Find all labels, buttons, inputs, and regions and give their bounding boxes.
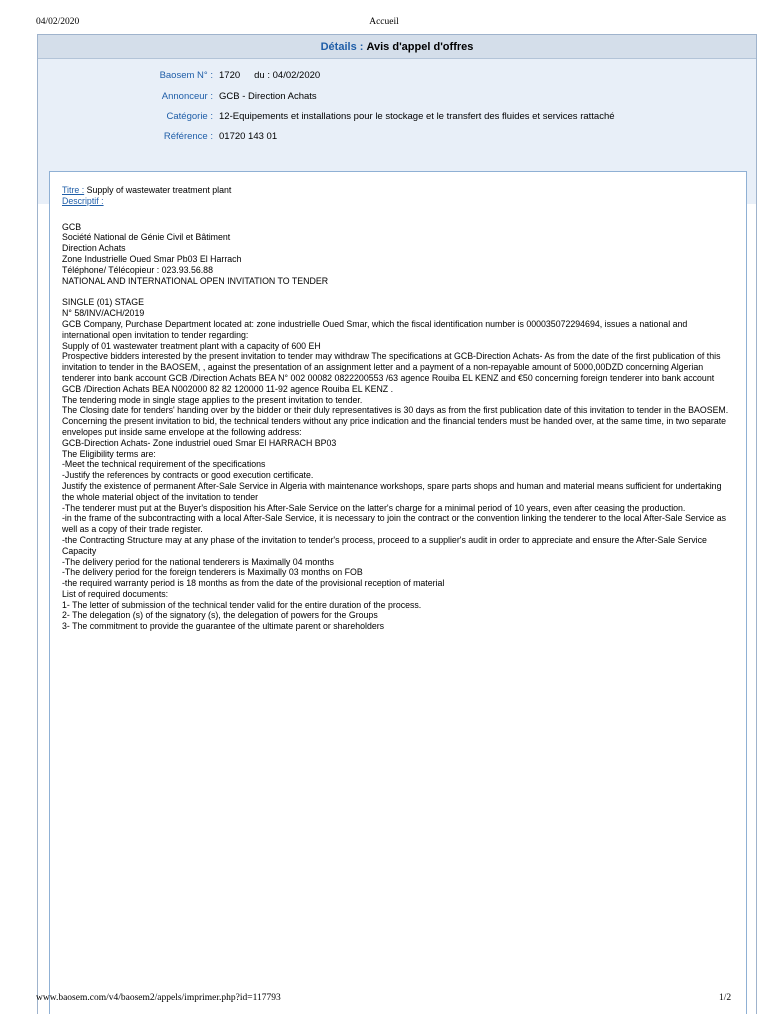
categorie-label: Catégorie : — [166, 111, 213, 122]
paragraph: GCB Company, Purchase Department located at: zone industrielle Oued Smar, which the fiscal identification number is 000035072294694, issues a national and international open invitation to tender regarding: — [62, 318, 688, 340]
print-url: www.baosem.com/v4/baosem2/appels/imprimer.php?id=117793 — [36, 993, 281, 1003]
meta-row-baosem — [38, 70, 757, 84]
paragraph: -the required warranty period is 18 months as from the date of the provisional reception of material — [62, 578, 445, 589]
tender-heading: NATIONAL AND INTERNATIONAL OPEN INVITATION TO TENDER — [62, 275, 329, 286]
card-header-label: Détails : — [320, 41, 364, 53]
descriptif-label: Descriptif : — [62, 195, 104, 206]
baosem-label: Baosem N° : — [159, 70, 213, 81]
stage-line: SINGLE (01) STAGE — [62, 297, 144, 308]
meta-row-categorie — [38, 111, 757, 125]
titre-value: Supply of wastewater treatment plant — [86, 185, 232, 195]
paragraph: -in the frame of the subcontracting with a local After-Sale Service, it is necessary to join the contract or the convention linking the tenderer to the local After-Sale Service as well as a copy of their trade register. — [62, 513, 727, 535]
address-line: Direction Achats — [62, 243, 126, 254]
stage-block — [62, 297, 734, 319]
print-page-number: 1/2 — [719, 993, 732, 1003]
paragraph: Prospective bidders interested by the present invitation to tender may withdraw The specifications at GCB-Direction Achats- As from the date of the first publication of this invitation to tender in the BAOSEM, , against the presentation of an assignment letter and a payment of a non-repayable amount of 5000,00DZD concerning Algerian tenderer into bank account GCB /Direction Achats BEA N° 002 00082 0822200553 /63 agence Rouiba EL KENZ and €50 concerning foreign tenderer into bank account GCB /Direction Achats BEA N002000 82 82 120000 11-92 agence Rouiba EL KENZ . — [62, 351, 721, 394]
paragraph: 1- The letter of submission of the technical tender valid for the entire duration of the process. — [62, 599, 422, 610]
card-header-value: Avis d'appel d'offres — [366, 41, 474, 53]
paragraph: -The delivery period for the national tenderers is Maximally 04 months — [62, 556, 334, 567]
paragraph: Justify the existence of permanent After-Sale Service in Algeria with maintenance workshops, spare parts shops and human and material means sufficient for undertaking the whole material object of the invitation to tender — [62, 480, 722, 502]
reference-value: 01720 143 01 — [219, 131, 278, 142]
paragraph: -the Contracting Structure may at any phase of the invitation to tender's process, proceed to a supplier's audit in order to appreciate and ensure the After-Sale Service Capacity — [62, 534, 707, 556]
annonceur-label: Annonceur : — [161, 91, 213, 102]
paragraph: -Meet the technical requirement of the specifications — [62, 459, 266, 470]
tender-number: N° 58/INV/ACH/2019 — [62, 308, 145, 319]
baosem-number: 1720 — [219, 70, 241, 81]
titre-label: Titre : — [62, 185, 85, 195]
annonceur-value: GCB - Direction Achats — [219, 91, 317, 102]
card-header — [38, 35, 756, 59]
paragraph: The tendering mode in single stage applies to the present invitation to tender. — [62, 394, 363, 405]
paragraph: 3- The commitment to provide the guarantee of the ultimate parent or shareholders — [62, 621, 385, 632]
baosem-date: du : 04/02/2020 — [254, 70, 321, 81]
baosem-value — [219, 70, 320, 81]
address-line: Zone Industrielle Oued Smar Pb03 El Harrach — [62, 253, 242, 264]
paragraph: Concerning the present invitation to bid, the technical tenders without any price indication and the financial tenders must be handed over, at the same time, in two separate envelopes put inside same envelope at the following address: — [62, 416, 727, 437]
paragraph: -The delivery period for the foreign tenderers is Maximally 03 months on FOB — [62, 567, 363, 578]
print-header — [0, 17, 768, 31]
address-line: Téléphone/ Télécopieur : 023.93.56.88 — [62, 264, 213, 275]
address-line: GCB — [62, 221, 82, 232]
announcement-content — [49, 171, 747, 1014]
descriptif-line — [62, 196, 734, 207]
paragraph: The Eligibility terms are: — [62, 448, 156, 459]
meta-row-annonceur — [38, 91, 757, 105]
paragraph: The Closing date for tenders' handing over by the bidder or their duly representatives is 30 days as from the first publication date of this invitation to tender in the BAOSEM. — [62, 405, 729, 416]
categorie-value: 12-Equipements et installations pour le stockage et le transfert des fluides et services rattaché — [219, 111, 615, 122]
paragraph: -The tenderer must put at the Buyer's disposition his After-Sale Service on the latter's charge for a minimal period of 10 years, even after ceasing the production. — [62, 502, 686, 513]
titre-line — [62, 185, 734, 196]
meta-row-reference — [38, 131, 757, 145]
paragraph: GCB-Direction Achats- Zone industriel oued Smar El HARRACH BP03 — [62, 437, 337, 448]
address-block — [62, 222, 734, 276]
address-line: Société National de Génie Civil et Bâtiment — [62, 232, 231, 243]
print-date: 04/02/2020 — [36, 17, 80, 27]
paragraph: -Justify the references by contracts or good execution certificate. — [62, 470, 314, 481]
paragraph: List of required documents: — [62, 588, 169, 599]
print-page-title: Accueil — [369, 17, 399, 27]
details-card — [37, 34, 757, 1014]
paragraph: 2- The delegation (s) of the signatory (s), the delegation of powers for the Groups — [62, 610, 378, 621]
reference-label: Référence : — [163, 131, 213, 142]
paragraph: Supply of 01 wastewater treatment plant with a capacity of 600 EH — [62, 340, 321, 351]
